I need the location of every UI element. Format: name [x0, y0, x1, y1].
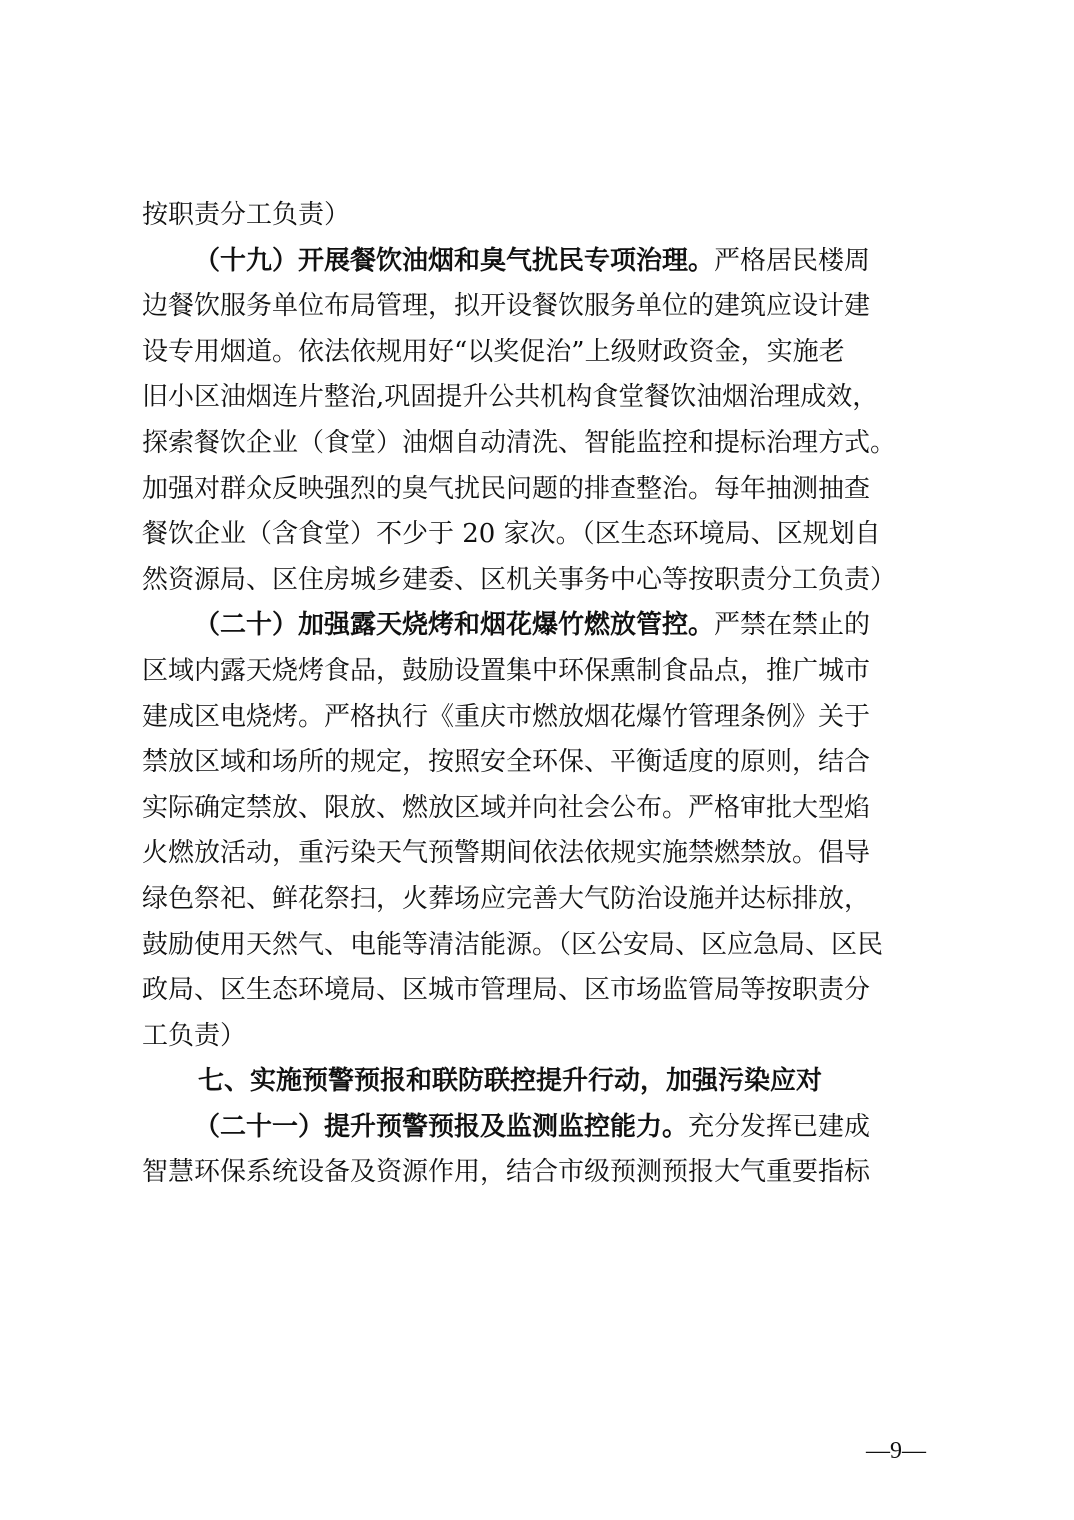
paragraph-19-title: （十九）开展餐饮油烟和臭气扰民专项治理。 — [194, 245, 715, 276]
text-line: 建成区电烧烤。严格执行《重庆市燃放烟花爆竹管理条例》关于 — [142, 701, 871, 732]
text-line: 餐饮企业（含食堂）不少于 20 家次。（区生态环境局、区规划自 — [142, 519, 881, 550]
paragraph-21 — [142, 1105, 942, 1196]
text-line: 政局、区生态环境局、区城市管理局、区市场监管局等按职责分 — [142, 975, 871, 1006]
text-line: 工负责） — [142, 1020, 247, 1051]
text-line: 绿色祭祀、鲜花祭扫，火葬场应完善大气防治设施并达标排放， — [142, 883, 871, 914]
continuation-paragraph — [142, 193, 942, 239]
section-heading: 七、实施预警预报和联防联控提升行动，加强污染应对 — [198, 1066, 823, 1097]
paragraph-20-text: 严禁在禁止的 — [714, 610, 871, 641]
paragraph-20-title: （二十）加强露天烧烤和烟花爆竹燃放管控。 — [194, 610, 715, 641]
text-line: 禁放区域和场所的规定，按照安全环保、平衡适度的原则，结合 — [142, 747, 871, 778]
section-7 — [142, 1059, 942, 1105]
text-line: 按职责分工负责） — [142, 200, 351, 230]
text-line: 设专用烟道。依法依规用好“以奖促治”上级财政资金，实施老 — [142, 336, 845, 367]
text-line: 探索餐饮企业（食堂）油烟自动清洗、智能监控和提标治理方式。 — [142, 427, 897, 458]
document-body — [142, 193, 942, 1196]
text-line: 火燃放活动，重污染天气预警期间依法依规实施禁燃禁放。倡导 — [142, 838, 871, 869]
paragraph-21-title: （二十一）提升预警预报及监测监控能力。 — [194, 1111, 689, 1142]
text-line: 鼓励使用天然气、电能等清洁能源。（区公安局、区应急局、区民 — [142, 929, 884, 960]
text-line: 智慧环保系统设备及资源作用，结合市级预测预报大气重要指标 — [142, 1157, 871, 1188]
text-line: 实际确定禁放、限放、燃放区域并向社会公布。严格审批大型焰 — [142, 792, 871, 823]
text-line — [142, 603, 942, 649]
paragraph-19-text: 严格居民楼周 — [714, 245, 871, 276]
page-number: —9— — [866, 1438, 926, 1464]
paragraph-19 — [142, 239, 942, 604]
text-line: 然资源局、区住房城乡建委、区机关事务中心等按职责分工负责） — [142, 564, 897, 595]
paragraph-21-text: 充分发挥已建成 — [688, 1111, 871, 1142]
text-line — [142, 239, 942, 285]
text-line: 加强对群众反映强烈的臭气扰民问题的排查整治。每年抽测抽查 — [142, 473, 871, 504]
text-line: 旧小区油烟连片整治,巩固提升公共机构食堂餐饮油烟治理成效， — [142, 382, 879, 413]
text-line — [142, 1105, 942, 1151]
text-line: 区域内露天烧烤食品，鼓励设置集中环保熏制食品点，推广城市 — [142, 655, 871, 686]
paragraph-20 — [142, 603, 942, 1059]
text-line: 边餐饮服务单位布局管理，拟开设餐饮服务单位的建筑应设计建 — [142, 291, 871, 322]
